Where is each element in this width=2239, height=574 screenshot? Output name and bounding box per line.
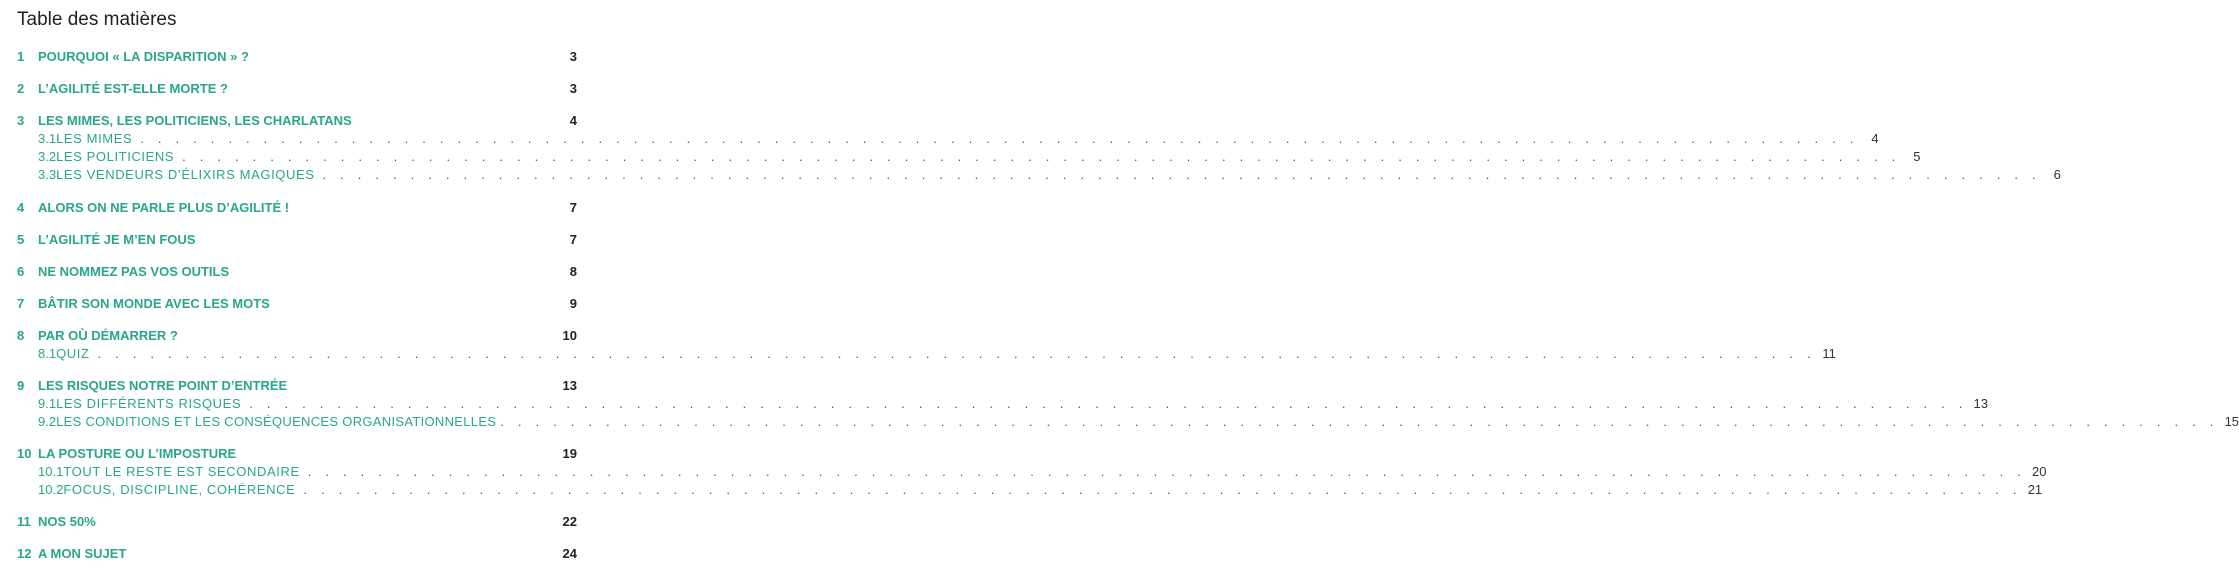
- entry-number: 12: [17, 545, 32, 561]
- entry-page: 5: [1913, 148, 1921, 164]
- toc-entry-10-1[interactable]: [38, 462, 2047, 480]
- entry-label: NOS 50%: [38, 513, 96, 529]
- entry-number: 10.2: [38, 481, 64, 497]
- toc-entry-3[interactable]: [17, 111, 577, 129]
- entry-label: NE NOMMEZ PAS VOS OUTILS: [38, 263, 230, 279]
- entry-page: 4: [569, 112, 577, 128]
- toc-entry-6[interactable]: [17, 262, 577, 280]
- entry-label: LES VENDEURS D’ÉLIXIRS MAGIQUES: [56, 166, 315, 182]
- entry-number: 9.1: [38, 395, 57, 411]
- entry-page: 24: [562, 545, 577, 561]
- toc-entry-9-2[interactable]: [38, 412, 2239, 430]
- entry-number: 8.1: [38, 345, 57, 361]
- entry-label: A MON SUJET: [38, 545, 127, 561]
- entry-page: 3: [569, 80, 577, 96]
- entry-label: POURQUOI « LA DISPARITION » ?: [38, 48, 249, 64]
- entry-label: LA POSTURE OU L’IMPOSTURE: [38, 445, 237, 461]
- entry-page: 22: [562, 513, 577, 529]
- entry-number: 3: [17, 112, 25, 128]
- entry-number: 6: [17, 263, 25, 279]
- entry-page: 3: [569, 48, 577, 64]
- entry-page: 7: [569, 199, 577, 215]
- toc-entry-11[interactable]: [17, 512, 577, 530]
- entry-label: QUIZ: [56, 345, 90, 361]
- entry-number: 3.3: [38, 166, 57, 182]
- entry-page: 10: [562, 327, 577, 343]
- entry-number: 2: [17, 80, 25, 96]
- toc-entry-8[interactable]: [17, 326, 577, 344]
- entry-label: LES DIFFÉRENTS RISQUES: [56, 395, 242, 411]
- toc-entry-3-3[interactable]: [38, 165, 2061, 183]
- entry-label: L’AGILITÉ EST-ELLE MORTE ?: [38, 80, 228, 96]
- entry-number: 10: [17, 445, 32, 461]
- toc-entry-9-1[interactable]: [38, 394, 1988, 412]
- dot-leader: . . . . . . . . . . . . . . . . . . . . . . . . . . . . . . . . . . . . . . . . . . . . . . . . . . . . . . . . . . . . . . . . . . . . . . . . . . . . . . . . . . . . . . . . . . . . . . . . . .: [97, 345, 1816, 361]
- entry-page: 6: [2053, 166, 2061, 182]
- entry-page: 11: [1822, 345, 1836, 361]
- toc-entry-12[interactable]: [17, 544, 577, 562]
- entry-label: LES POLITICIENS: [56, 148, 175, 164]
- entry-label: FOCUS, DISCIPLINE, COHÉRENCE: [63, 481, 296, 497]
- entry-number: 4: [17, 199, 25, 215]
- entry-label: TOUT LE RESTE EST SECONDAIRE: [63, 463, 300, 479]
- dot-leader: . . . . . . . . . . . . . . . . . . . . . . . . . . . . . . . . . . . . . . . . . . . . . . . . . . . . . . . . . . . . . . . . . . . . . . . . . . . . . . . . . . . . . . . . . . . . . . . . . .: [140, 130, 1859, 146]
- entry-number: 9: [17, 377, 25, 393]
- toc-title: Table des matières: [17, 9, 177, 30]
- entry-label: LES RISQUES NOTRE POINT D’ENTRÉE: [38, 377, 288, 393]
- dot-leader: . . . . . . . . . . . . . . . . . . . . . . . . . . . . . . . . . . . . . . . . . . . . . . . . . . . . . . . . . . . . . . . . . . . . . . . . . . . . . . . . . . . . . . . . . . . . . . . . . .: [249, 395, 1968, 411]
- entry-label: BÂTIR SON MONDE AVEC LES MOTS: [38, 295, 270, 311]
- entry-page: 8: [569, 263, 577, 279]
- entry-number: 10.1: [38, 463, 64, 479]
- entry-number: 3.1: [38, 130, 57, 146]
- toc-entry-2[interactable]: [17, 79, 577, 97]
- entry-number: 8: [17, 327, 25, 343]
- toc-entry-3-1[interactable]: [38, 129, 1879, 147]
- entry-label: LES MIMES: [56, 130, 133, 146]
- toc-entry-10-2[interactable]: [38, 480, 2043, 498]
- entry-page: 21: [2027, 481, 2043, 497]
- dot-leader: . . . . . . . . . . . . . . . . . . . . . . . . . . . . . . . . . . . . . . . . . . . . . . . . . . . . . . . . . . . . . . . . . . . . . . . . . . . . . . . . . . . . . . . . . . . . . . . . . .: [182, 148, 1901, 164]
- entry-label: LES CONDITIONS ET LES CONSÉQUENCES ORGANISATIONNELLES: [56, 413, 497, 429]
- toc-entry-5[interactable]: [17, 230, 577, 248]
- dot-leader: . . . . . . . . . . . . . . . . . . . . . . . . . . . . . . . . . . . . . . . . . . . . . . . . . . . . . . . . . . . . . . . . . . . . . . . . . . . . . . . . . . . . . . . . . . . . . . . . . .: [303, 481, 2022, 497]
- dot-leader: . . . . . . . . . . . . . . . . . . . . . . . . . . . . . . . . . . . . . . . . . . . . . . . . . . . . . . . . . . . . . . . . . . . . . . . . . . . . . . . . . . . . . . . . . . . . . . . . . .: [322, 166, 2041, 182]
- entry-label: L’AGILITÉ JE M’EN FOUS: [38, 231, 196, 247]
- dot-leader: . . . . . . . . . . . . . . . . . . . . . . . . . . . . . . . . . . . . . . . . . . . . . . . . . . . . . . . . . . . . . . . . . . . . . . . . . . . . . . . . . . . . . . . . . . . . . . . . . .: [307, 463, 2027, 479]
- toc-entry-9[interactable]: [17, 376, 577, 394]
- entry-number: 11: [17, 513, 31, 529]
- entry-page: 4: [1871, 130, 1879, 146]
- toc-entry-1[interactable]: [17, 47, 577, 65]
- dot-leader: . . . . . . . . . . . . . . . . . . . . . . . . . . . . . . . . . . . . . . . . . . . . . . . . . . . . . . . . . . . . . . . . . . . . . . . . . . . . . . . . . . . . . . . . . . . . . . . . . .: [500, 413, 2219, 429]
- entry-page: 19: [562, 445, 577, 461]
- entry-number: 7: [17, 295, 25, 311]
- entry-number: 3.2: [38, 148, 57, 164]
- entry-number: 1: [17, 48, 25, 64]
- entry-label: ALORS ON NE PARLE PLUS D’AGILITÉ !: [38, 199, 290, 215]
- entry-number: 5: [17, 231, 25, 247]
- entry-page: 15: [2224, 413, 2239, 429]
- entry-number: 9.2: [38, 413, 57, 429]
- entry-page: 7: [569, 231, 577, 247]
- entry-page: 13: [1973, 395, 1988, 411]
- entry-label: PAR OÙ DÉMARRER ?: [38, 327, 178, 343]
- entry-page: 20: [2032, 463, 2047, 479]
- toc-entry-7[interactable]: [17, 294, 577, 312]
- entry-page: 9: [569, 295, 577, 311]
- entry-page: 13: [562, 377, 577, 393]
- toc-entry-3-2[interactable]: [38, 147, 1921, 165]
- entry-label: LES MIMES, LES POLITICIENS, LES CHARLATANS: [38, 112, 352, 128]
- toc-entry-10[interactable]: [17, 444, 577, 462]
- toc-entry-8-1[interactable]: [38, 344, 1836, 362]
- toc-entry-4[interactable]: [17, 198, 577, 216]
